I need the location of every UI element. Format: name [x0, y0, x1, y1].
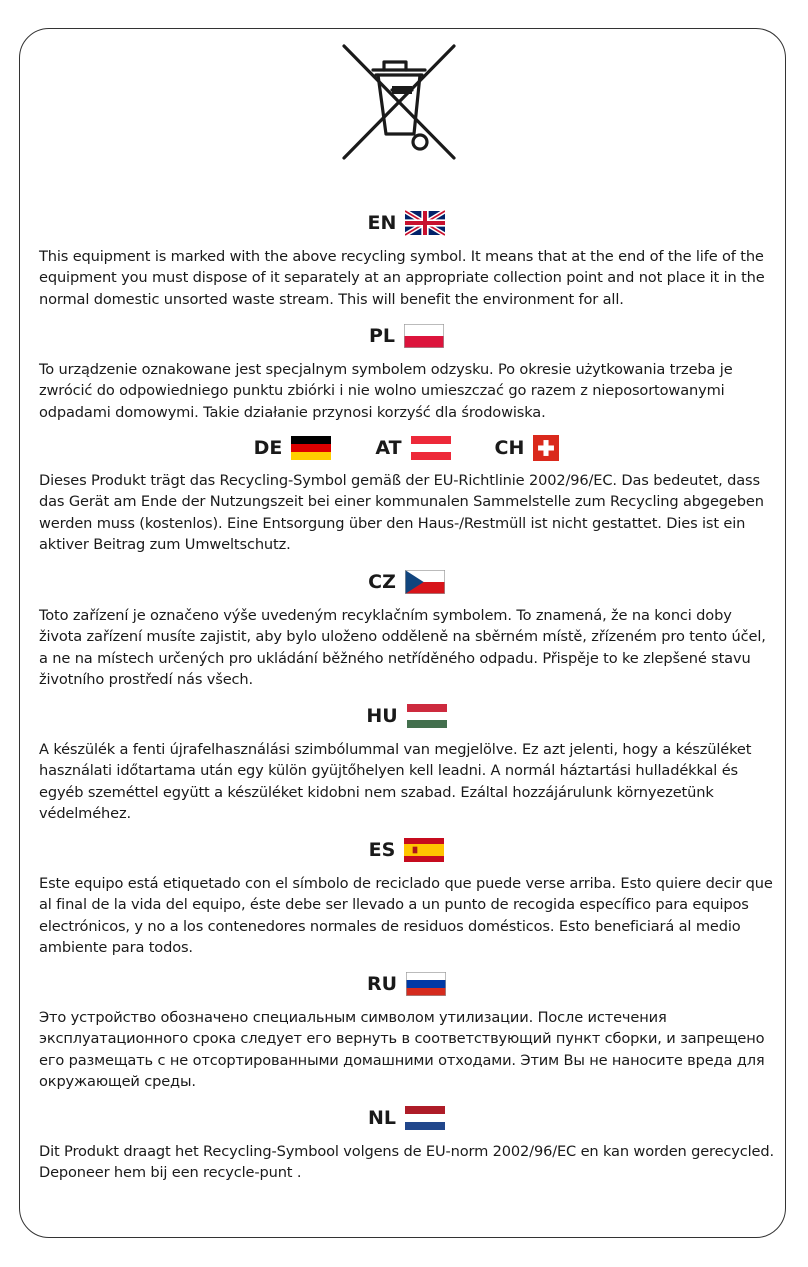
language-code: RU: [366, 973, 398, 995]
header-de: [254, 435, 332, 461]
language-code: CH: [494, 437, 525, 459]
section-nl: [39, 1103, 774, 1184]
poland-flag-icon: [404, 323, 444, 349]
notice-text-en: This equipment is marked with the above recycling symbol. It means that at the end of the life of the equipment you must dispose of it separately at an appropriate collection point and not place it in the normal domestic unsorted waste stream. This will benefit the environment for all.: [39, 248, 765, 308]
section-hu: [39, 701, 774, 824]
netherlands-flag-icon: [405, 1105, 445, 1131]
section-es: [39, 835, 774, 958]
language-code: CZ: [368, 571, 396, 593]
crossed-out-wheelie-bin-icon: [340, 42, 458, 162]
language-code: PL: [368, 325, 396, 347]
notice-text-pl: To urządzenie oznakowane jest specjalnym symbolem odzysku. Po okresie użytkowania trzeba je zwrócić do odpowiedniego punktu zbiórki i nie wolno umieszczać go razem z nieposortowanymi odpadami domowymi. Takie działanie przynosi korzyść dla środowiska.: [39, 361, 733, 421]
switzerland-flag-icon: [533, 435, 559, 461]
language-code: HU: [366, 705, 398, 727]
russia-flag-icon: [406, 971, 446, 997]
language-code: ES: [368, 839, 396, 861]
section-ru: [39, 969, 774, 1092]
header-at: [375, 435, 450, 461]
notice-text-es: Este equipo está etiquetado con el símbolo de reciclado que puede verse arriba. Esto quiere decir que al final de la vida del equipo, éste debe ser llevado a un punto de recogida específico para equipos electrónicos, y no a los contenedores normales de residuos domésticos. Esto beneficiará al medio ambiente para todos.: [39, 875, 773, 956]
notice-text-hu: A készülék a fenti újrafelhasználási szimbólummal van megjelölve. Ez azt jelenti, hogy a készüléket használati időtartama után egy külön gyüjtőhelyen kell leadni. A normál háztartási hulladékkal és egyéb szeméttel együtt a készüléket kidobni nem szabad. Ezáltal hozzájárulunk környezetünk védelméhez.: [39, 741, 752, 822]
germany-flag-icon: [291, 435, 331, 461]
section-de-at-ch: [39, 433, 774, 555]
section-pl: [39, 321, 774, 423]
notice-text-ru: Это устройство обозначено специальным символом утилизации. После истечения эксплуатационного срока следует его вернуть в соответствующий пункт сборки, и запрещено его размещать с не отсортированными домашними отходами. Этим Вы не наносите вреда для окружающей среды.: [39, 1009, 765, 1090]
header-ch: [495, 435, 560, 461]
notice-text-nl: Dit Produkt draagt het Recycling-Symbool volgens de EU-norm 2002/96/EC en kan worden gerecycled. Deponeer hem bij een recycle-punt .: [39, 1143, 774, 1182]
czech-flag-icon: [405, 569, 445, 595]
notice-text-cz: Toto zařízení je označeno výše uvedeným recyklačním symbolem. To znamená, že na konci doby života zařízení musíte zajistit, aby bylo uloženo odděleně na sběrném místě, zřízeném pro tento účel, a ne na místech určených pro ukládání běžného netříděného odpadu. Přispěje to ke zlepšené stavu životního prostředí nás všech.: [39, 607, 766, 688]
section-en: [39, 208, 774, 310]
notice-text-de: Dieses Produkt trägt das Recycling-Symbol gemäß der EU-Richtlinie 2002/96/EC. Das bedeutet, dass das Gerät am Ende der Nutzungszeit bei einer kommunalen Sammelstelle zum Recycling abgegeben werden muss (kostenlos). Eine Entsorgung über den Haus-/Restmüll ist nicht gestattet. Dies ist ein aktiver Beitrag zum Umweltschutz.: [39, 472, 764, 553]
uk-flag-icon: [405, 210, 445, 236]
austria-flag-icon: [411, 435, 451, 461]
section-cz: [39, 567, 774, 690]
language-code: DE: [253, 437, 283, 459]
language-code: EN: [367, 212, 397, 234]
language-code: AT: [375, 437, 402, 459]
language-code: NL: [367, 1107, 396, 1129]
hungary-flag-icon: [407, 703, 447, 729]
spain-flag-icon: [404, 837, 444, 863]
